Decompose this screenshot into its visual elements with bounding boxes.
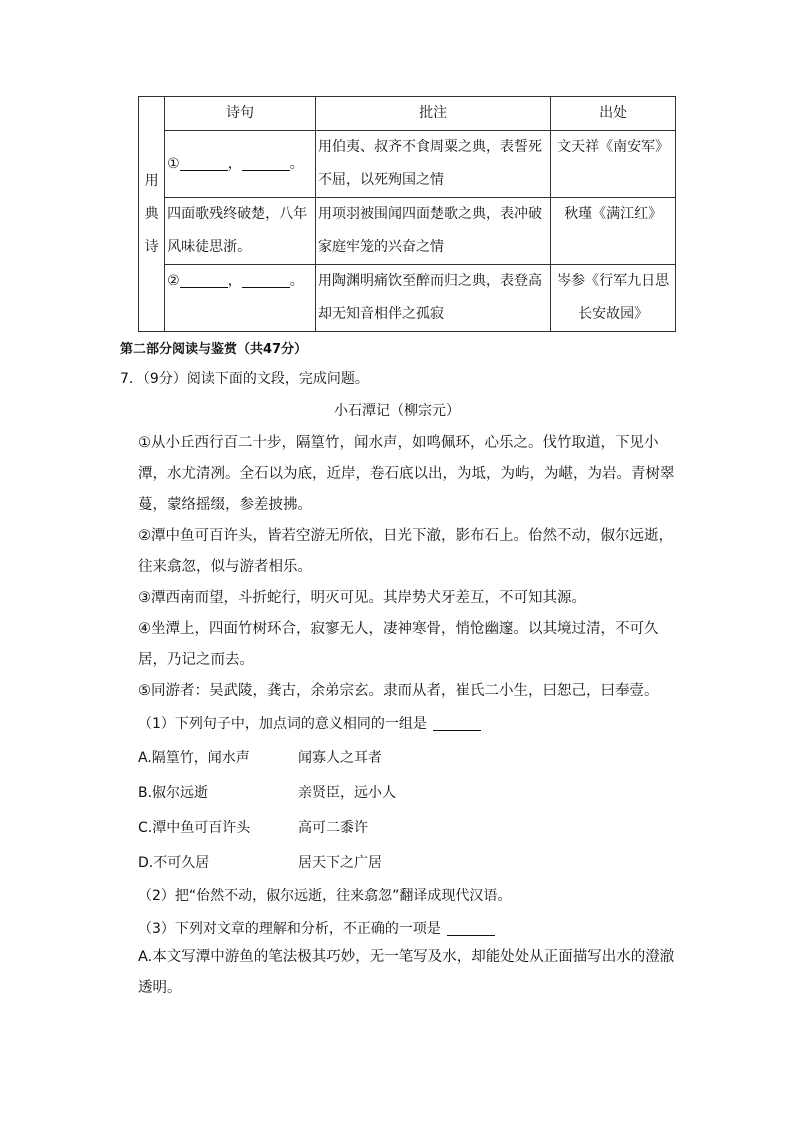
fill-blank[interactable] (242, 156, 290, 171)
answer-blank[interactable] (433, 716, 481, 731)
note-cell: 用伯夷、叔齐不食周粟之典，表誓死不屈，以死殉国之情 (315, 131, 550, 198)
option-c-left: C.潭中鱼可百许头 (138, 820, 251, 836)
comma: ， (227, 155, 242, 172)
source-cell: 秋瑾《满江红》 (551, 198, 676, 265)
essay-paragraph-3: ③潭西南而望，斗折蛇行，明灭可见。其岸势犬牙差互，不可知其源。 (138, 590, 586, 606)
note-cell: 用项羽被围闻四面楚歌之典，表冲破家庭牢笼的兴奋之情 (315, 198, 550, 265)
fill-blank[interactable] (180, 156, 228, 171)
period: 。 (289, 155, 304, 172)
question-7-prompt: 7．（9分）阅读下面的文段，完成问题。 (120, 371, 369, 387)
option-3a: A.本文写潭中游鱼的笔法极其巧妙，无一笔写及水，却能处处从正面描写出水的澄澈透明。 (138, 949, 675, 996)
fill-blank[interactable] (242, 273, 290, 288)
comma: ， (227, 273, 242, 289)
circled-number: ① (167, 155, 180, 172)
source-cell: 岑参《行军九日思长安故园》 (551, 265, 676, 332)
sub-question-2: （2）把“佁然不动，俶尔远逝，往来翕忽”翻译成现代汉语。 (138, 888, 512, 904)
header-source: 出处 (551, 97, 676, 131)
essay-paragraph-2: ②潭中鱼可百许头，皆若空游无所依，日光下澈，影布石上。佁然不动，俶尔远逝，往来翕忽，似与游者相乐。 (138, 528, 673, 575)
table-row (139, 198, 676, 265)
option-d-left: D.不可久居 (138, 855, 210, 871)
header-poem: 诗句 (165, 97, 316, 131)
side-char: 典 (144, 205, 159, 222)
allusion-poem-table (138, 96, 676, 332)
table-side-header (139, 97, 165, 332)
essay-paragraph-4: ④坐潭上，四面竹树环合，寂寥无人，凄神寒骨，悄怆幽邃。以其境过清，不可久居，乃记之而去。 (138, 621, 659, 668)
option-b-left: B.俶尔远逝 (138, 785, 209, 801)
poem-cell: 四面歌残终破楚，八年风味徒思浙。 (165, 198, 316, 265)
option-a-left: A.隔篁竹，闻水声 (138, 750, 250, 766)
poem-cell-blank (165, 265, 316, 332)
side-char: 用 (144, 172, 159, 189)
source-cell: 文天祥《南安军》 (551, 131, 676, 198)
essay-title: 小石潭记（柳宗元） (334, 403, 460, 419)
sub-question-1-text: （1）下列句子中，加点词的意义相同的一组是 (138, 716, 427, 732)
period: 。 (289, 273, 304, 289)
table-row (139, 131, 676, 198)
fill-blank[interactable] (180, 273, 228, 288)
poem-cell-blank (165, 131, 316, 198)
essay-paragraph-5: ⑤同游者：吴武陵，龚古，余弟宗玄。隶而从者，崔氏二小生，曰恕己，曰奉壹。 (138, 683, 659, 699)
option-d-right: 居天下之广居 (298, 855, 382, 871)
option-c-right: 高可二黍许 (298, 820, 368, 836)
circled-number: ② (167, 273, 180, 289)
note-cell: 用陶渊明痛饮至醉而归之典，表登高却无知音相伴之孤寂 (315, 265, 550, 332)
header-note: 批注 (315, 97, 550, 131)
sub-question-1 (138, 713, 481, 733)
option-a-right: 闻寡人之耳者 (298, 750, 382, 766)
table-row (139, 265, 676, 332)
side-char: 诗 (144, 238, 159, 255)
sub-question-3 (138, 918, 495, 938)
essay-paragraph-1: ①从小丘西行百二十步，隔篁竹，闻水声，如鸣佩环，心乐之。伐竹取道，下见小潭，水尤清冽。全石以为底，近岸，卷石底以出，为坻，为屿，为嵁，为岩。青树翠蔓，蒙络摇缀，参差披拂。 (138, 435, 675, 513)
option-b-right: 亲贤臣，远小人 (298, 785, 396, 801)
sub-question-3-text: （3）下列对文章的理解和分析，不正确的一项是 (138, 921, 441, 937)
section-title: 第二部分阅读与鉴赏（共47分） (120, 342, 308, 357)
answer-blank[interactable] (447, 921, 495, 936)
